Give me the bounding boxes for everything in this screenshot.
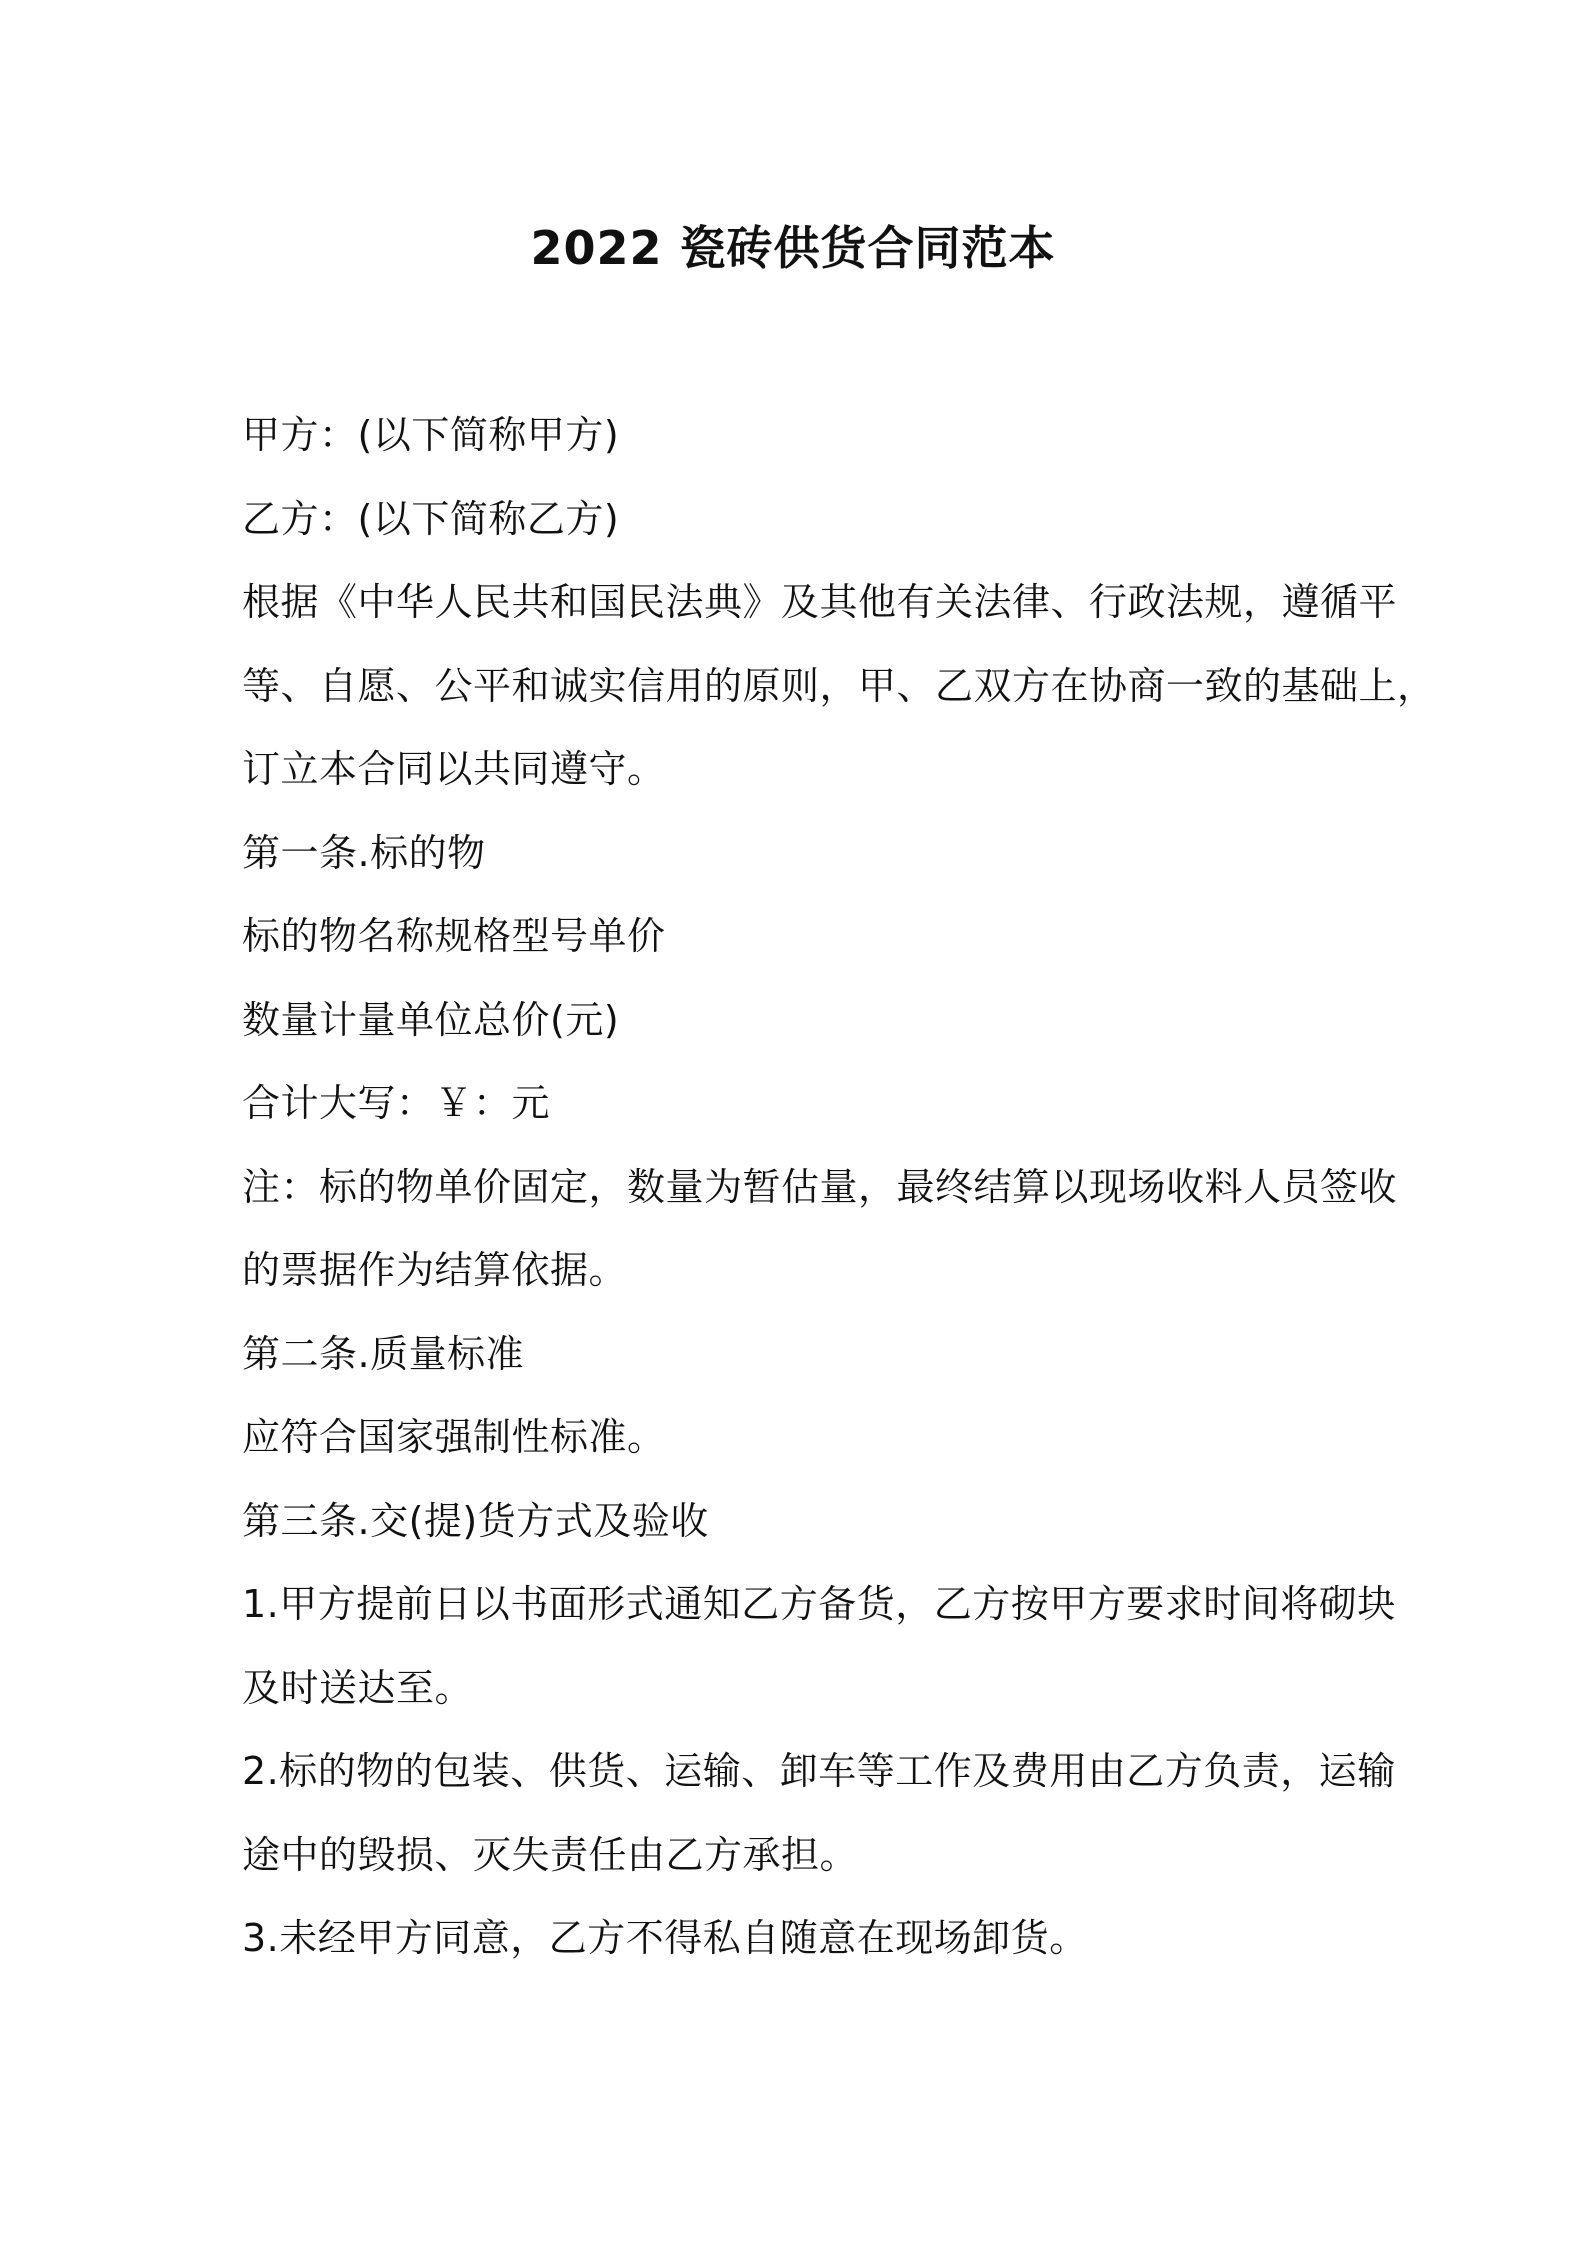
document-title: 2022 瓷砖供货合同范本	[530, 221, 1056, 275]
clause-3-2-line: 途中的毁损、灭失责任由乙方承担。	[242, 1832, 859, 1877]
party-a-line: 甲方：(以下简称甲方)	[242, 413, 620, 457]
preamble-line: 订立本合同以共同遵守。	[242, 747, 666, 791]
subject-matter-fields: 标的物名称规格型号单价	[242, 914, 666, 958]
quantity-fields: 数量计量单位总价(元)	[242, 997, 620, 1042]
clause-3-1-line: 及时送达至。	[242, 1665, 474, 1710]
note-line: 的票据作为结算依据。	[242, 1248, 628, 1292]
preamble-line: 等、自愿、公平和诚实信用的原则，甲、乙双方在协商一致的基础上，	[242, 663, 1436, 708]
preamble-line: 根据《中华人民共和国民法典》及其他有关法律、行政法规，遵循平	[242, 580, 1398, 624]
article-1-heading: 第一条.标的物	[242, 830, 486, 875]
note-line: 注：标的物单价固定，数量为暂估量，最终结算以现场收料人员签收	[242, 1164, 1398, 1209]
article-3-heading: 第三条.交(提)货方式及验收	[242, 1498, 709, 1543]
clause-3-3-line: 3.未经甲方同意，乙方不得私自随意在现场卸货。	[242, 1916, 1088, 1960]
document-body	[242, 405, 1436, 1992]
clause-3-1-line: 1.甲方提前日以书面形式通知乙方备货，乙方按甲方要求时间将砌块	[242, 1582, 1396, 1626]
article-2-heading: 第二条.质量标准	[242, 1331, 525, 1376]
clause-3-2-line: 2.标的物的包装、供货、运输、卸车等工作及费用由乙方负责，运输	[242, 1749, 1396, 1793]
total-amount-line: 合计大写：￥：元	[242, 1081, 551, 1125]
party-b-line: 乙方：(以下简称乙方)	[242, 496, 620, 541]
quality-standard-line: 应符合国家强制性标准。	[242, 1415, 666, 1459]
